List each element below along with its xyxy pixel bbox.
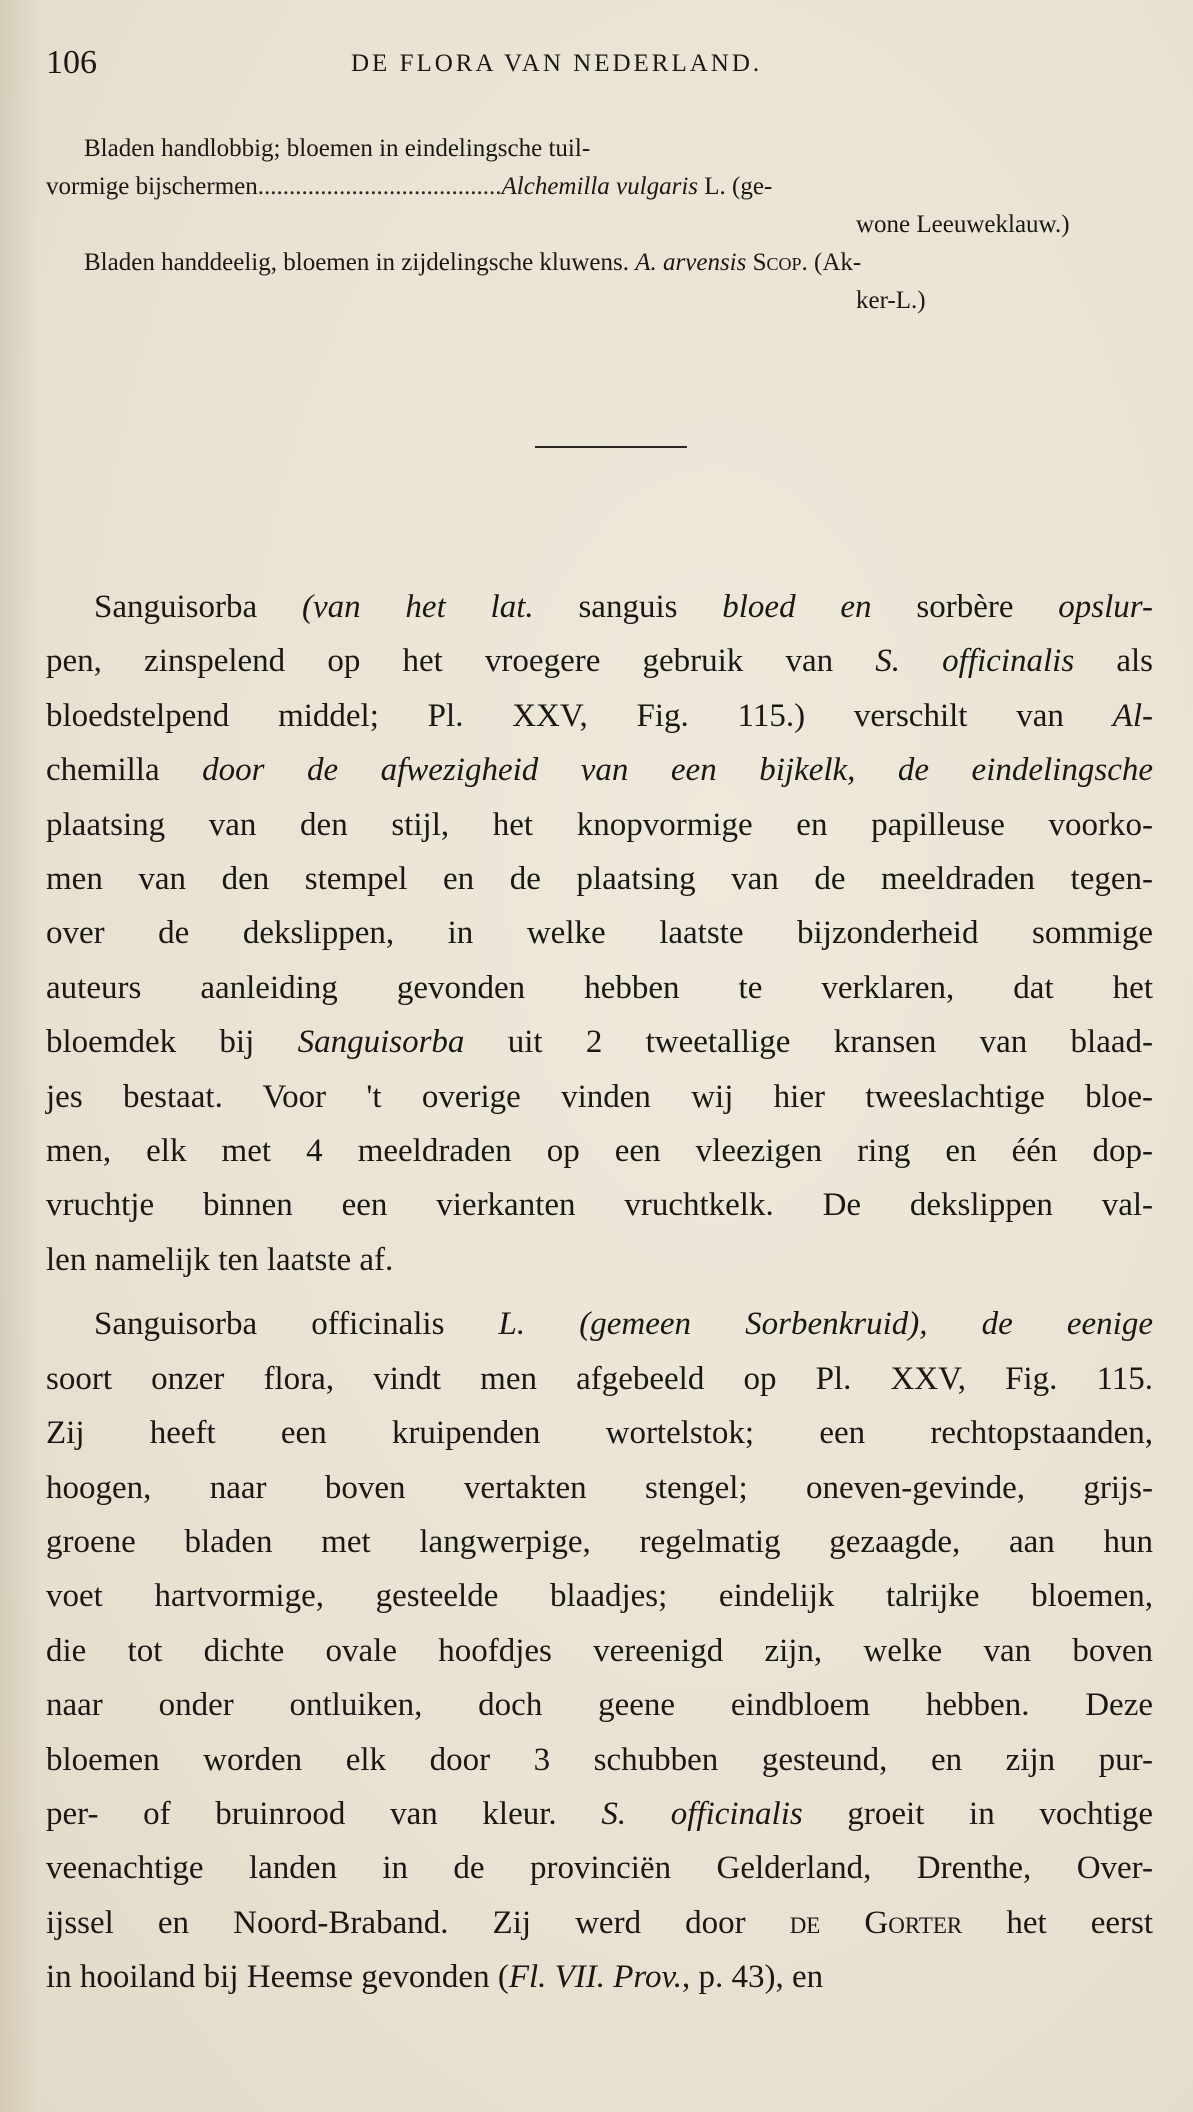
common-name-continued: ker-L.) [856,287,926,314]
italic-term: bloed en [677,589,917,625]
text-line [46,689,1153,743]
text-line [46,1015,1153,1069]
text-line [46,743,1153,797]
text-run: in hooiland bij Heemse gevonden ( [46,1959,509,1996]
running-title: DE FLORA VAN NEDERLAND. [351,50,763,77]
text-run: groeit in vochtige [802,1795,1154,1832]
key-entry-2-line-2 [46,282,1133,320]
text-line [46,1070,1153,1124]
text-line [46,1950,1153,2004]
text-line [46,1515,1153,1569]
text-line [46,906,1153,960]
text-line [46,1787,1153,1841]
identification-key [46,130,1133,320]
text-run: bloemen worden elk door 3 schubben gesteund, en zijn pur- [46,1741,1153,1778]
text-line [46,580,1153,634]
species-name: A. arvensis [635,249,747,276]
text-run: als [1074,643,1153,680]
text-line [46,852,1153,906]
text-run: , p. 43), en [682,1959,824,1996]
common-name-continued: wone Leeuweklauw.) [856,211,1070,238]
text-run: auteurs aanleiding gevonden hebben te verklaren, dat het [46,969,1153,1006]
italic-term: Al- [1112,697,1153,734]
key-entry-2-text: Bladen handdeelig, bloemen in zijdelingsche kluwens. [84,249,629,276]
common-name: (ge- [732,173,773,200]
text-run: jes bestaat. Voor 't overige vinden wij hier tweeslachtige bloe- [46,1078,1153,1115]
text-line [46,1461,1153,1515]
text-run: die tot dichte ovale hoofdjes vereenigd zijn, welke van boven [46,1632,1153,1669]
text-line [46,1124,1153,1178]
text-run: naar onder ontluiken, doch geene eindbloem hebben. Deze [46,1687,1153,1724]
text-run: len namelijk ten laatste af. [46,1241,394,1278]
text-line [46,798,1153,852]
text-run: soort onzer flora, vindt men afgebeeld op Pl. XXV, Fig. 115. [46,1360,1153,1397]
text-run: bloedstelpend middel; Pl. XXV, Fig. 115.) verschilt van [46,697,1113,734]
text-line [46,1233,1153,1287]
author-abbreviation: Scop. [752,249,808,276]
paragraph-sanguisorba-officinalis [46,1297,1153,2004]
key-entry-1-line-2 [46,168,1133,206]
leader-dots: ....................................... [257,173,502,200]
text-run: uit 2 tweetallige kransen van blaad- [464,1024,1154,1061]
key-entry-1-text: vormige bijschermen [46,173,258,200]
common-name: (Ak- [814,249,862,276]
text-line [46,1352,1153,1406]
text-run: chemilla [46,752,160,789]
text-line [46,961,1153,1015]
author-abbreviation: L. [704,173,726,200]
text-line [46,1841,1153,1895]
italic-term: L. (gemeen Sorbenkruid), de eenige [444,1306,1153,1343]
section-divider [535,446,687,448]
text-run: sanguis [578,589,678,625]
text-line [46,1896,1153,1950]
text-run: veenachtige landen in de provinciën Gelderland, Drenthe, Over- [46,1850,1153,1887]
text-run: hoogen, naar boven vertakten stengel; oneven-gevinde, grijs- [46,1469,1153,1506]
italic-term: Fl. VII. Prov. [508,1959,682,1996]
text-run: sorbère [916,589,1014,625]
text-run: per- of bruinrood van kleur. [46,1795,602,1832]
text-run: bloemdek bij [46,1024,298,1061]
text-line [46,1569,1153,1623]
italic-term: S. officinalis [601,1795,803,1832]
text-run: groene bladen met langwerpige, regelmatig gezaagde, aan hun [46,1523,1153,1560]
text-run: men van den stempel en de plaatsing van de meeldraden tegen- [46,861,1153,898]
text-line [46,1678,1153,1732]
text-line [46,1733,1153,1787]
key-entry-2-line-1 [46,244,1133,282]
text-run: pen, zinspelend op het vroegere gebruik van [46,643,876,680]
key-entry-1-line-1: Bladen handlobbig; bloemen in eindelingsche tuil- [84,135,591,162]
text-run: Sanguisorba [94,589,258,625]
key-entry-1-line-3 [46,206,1133,244]
text-run: men, elk met 4 meeldraden op een vleezigen ring en één dop- [46,1133,1153,1170]
italic-term: opslur- [1013,589,1153,625]
text-run: ijssel en Noord-Braband. Zij werd door [46,1904,790,1941]
text-run: plaatsing van den stijl, het knopvormige en papilleuse voorko- [46,806,1153,843]
text-line [46,1297,1153,1351]
page-header [46,40,1113,90]
body-text [46,580,1153,2005]
page-number: 106 [46,44,97,81]
italic-term: door de afwezigheid van een bijkelk, de eindelingsche [159,752,1153,789]
text-line [46,1406,1153,1460]
text-line [46,1624,1153,1678]
paragraph-sanguisorba-genus [46,580,1153,1287]
text-run: Zij heeft een kruipenden wortelstok; een rechtopstaanden, [46,1415,1153,1452]
italic-term: Sanguisorba [297,1024,465,1061]
species-name: Alchemilla vulgaris [501,173,698,200]
text-run: vruchtje binnen een vierkanten vruchtkelk. De dekslippen val- [46,1187,1153,1224]
author-name: de Gorter [789,1904,963,1941]
text-run: Sanguisorba officinalis [94,1306,445,1343]
text-run: voet hartvormige, gesteelde blaadjes; eindelijk talrijke bloemen, [46,1578,1153,1615]
text-run: over de dekslippen, in welke laatste bijzonderheid sommige [46,915,1153,952]
text-line [46,634,1153,688]
text-run: het eerst [962,1904,1154,1941]
text-line [46,1178,1153,1232]
italic-term: (van het lat. [257,589,579,625]
italic-term: S. officinalis [875,643,1075,680]
